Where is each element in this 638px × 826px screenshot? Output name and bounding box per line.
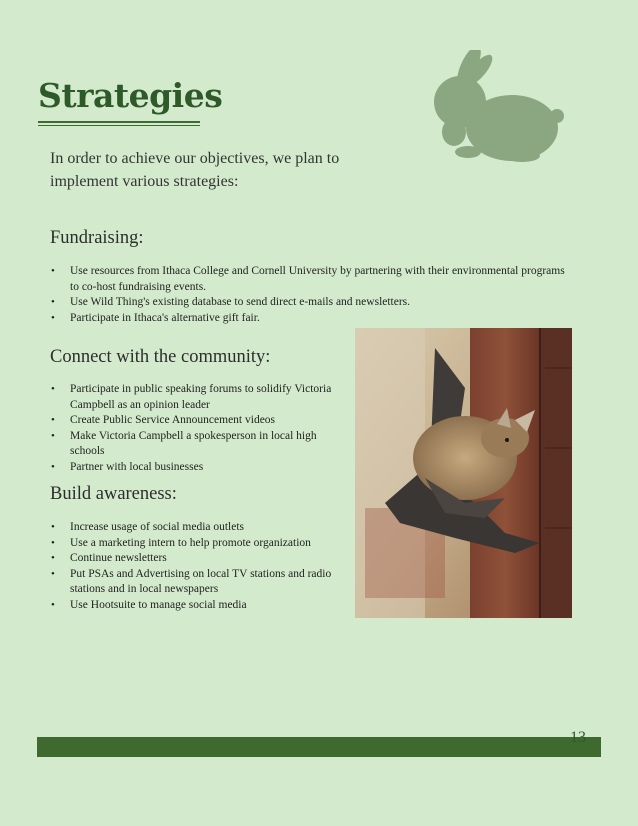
section-heading-community: Connect with the community: xyxy=(50,347,271,367)
list-item: • Make Victoria Campbell a spokesperson in local high schools xyxy=(50,429,340,460)
rabbit-silhouette-icon xyxy=(424,50,564,168)
list-item: • Increase usage of social media outlets xyxy=(50,520,340,536)
fundraising-list xyxy=(50,264,570,326)
list-item: • Put PSAs and Advertising on local TV stations and radio stations and in local newspapers xyxy=(50,567,340,598)
footer-bar xyxy=(37,737,601,757)
list-item: • Create Public Service Announcement videos xyxy=(50,413,340,429)
bat-photo xyxy=(355,328,572,618)
list-item: • Use resources from Ithaca College and Cornell University by partnering with their environmental programs to co-host fundraising events. xyxy=(50,264,570,295)
intro-paragraph: In order to achieve our objectives, we plan to implement various strategies: xyxy=(50,150,340,190)
list-item: • Participate in public speaking forums to solidify Victoria Campbell as an opinion leader xyxy=(50,382,340,413)
list-item: • Use a marketing intern to help promote organization xyxy=(50,536,340,552)
section-heading-awareness: Build awareness: xyxy=(50,484,177,504)
awareness-list xyxy=(50,520,340,613)
list-item: • Participate in Ithaca's alternative gift fair. xyxy=(50,311,570,327)
page-number: 13 xyxy=(570,729,586,746)
list-item: • Continue newsletters xyxy=(50,551,340,567)
community-list xyxy=(50,382,340,475)
section-heading-fundraising: Fundraising: xyxy=(50,228,144,248)
title-underline xyxy=(38,121,200,123)
list-item: • Use Wild Thing's existing database to send direct e-mails and newsletters. xyxy=(50,295,570,311)
title-underline-thin xyxy=(38,125,200,126)
page-title: Strategies xyxy=(38,76,223,115)
list-item: • Partner with local businesses xyxy=(50,460,340,476)
list-item: • Use Hootsuite to manage social media xyxy=(50,598,340,614)
